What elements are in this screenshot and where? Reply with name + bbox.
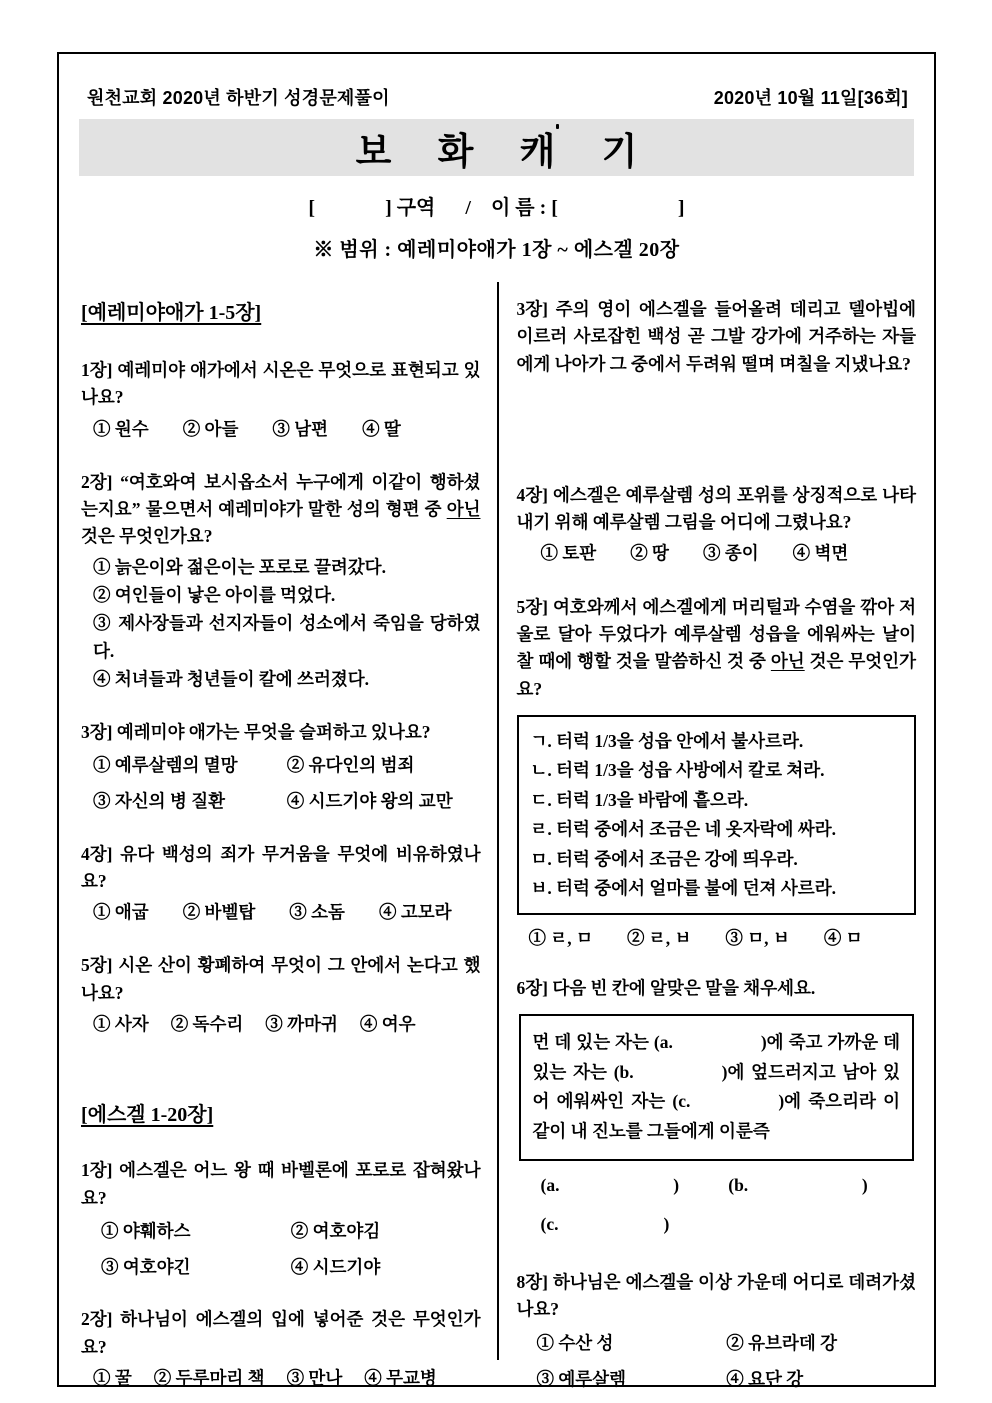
option-4: ④ ㅁ (823, 928, 863, 949)
options-lam-2 (81, 553, 481, 693)
box-item-3: ㄷ. 터럭 1/3을 바람에 흩으라. (530, 789, 749, 810)
question-text-tail: 것은 무엇인가요? (516, 651, 917, 699)
question-number: 3장] (81, 721, 113, 742)
option-3: ③ 까마귀 (265, 1014, 338, 1035)
option-4: ④ 요단 강 (726, 1368, 804, 1389)
answer-blank-a: (a. ) (540, 1174, 680, 1195)
option-4: ④ 무교병 (364, 1368, 437, 1389)
choices-box (517, 715, 917, 915)
option-1: ① 꿀 (93, 1368, 132, 1389)
underlined-word: 아닌 (770, 651, 805, 672)
question-eze-8 (517, 1269, 917, 1392)
option-1: ① 애굽 (93, 902, 149, 923)
option-1: ① 예루살렘의 멸망 (93, 755, 238, 776)
question-text: 유다 백성의 죄가 무거움을 무엇에 비유하였나요? (81, 843, 481, 891)
page-header (59, 84, 934, 110)
option-1: ① 사자 (93, 1014, 149, 1035)
scope-line: ※ 범위 : 예레미야애가 1장 ~ 에스겔 20장 (313, 239, 680, 261)
question-eze-2 (81, 1306, 481, 1392)
option-1: ① 원수 (93, 418, 149, 439)
option-4: ④ 시드기야 왕의 교만 (286, 791, 453, 812)
question-text: 예레미야 애가는 무엇을 슬퍼하고 있나요? (116, 721, 431, 742)
question-number: 1장] (81, 360, 113, 380)
options-eze-4 (517, 540, 917, 567)
option-3: ③ 소돔 (289, 902, 345, 923)
option-2: ② 아들 (182, 418, 239, 439)
box-item-2: ㄴ. 터럭 1/3을 성읍 사방에서 칼로 쳐라. (530, 760, 825, 781)
box-item-1: ㄱ. 터럭 1/3을 성읍 안에서 불사르라. (530, 730, 804, 751)
options-eze-8 (517, 1330, 917, 1393)
options-lam-4 (81, 899, 481, 926)
box-item-5: ㅁ. 터럭 중에서 조금은 강에 띄우라. (530, 848, 798, 869)
question-text: 예레미야 애가에서 시온은 무엇으로 표현되고 있나요? (81, 360, 481, 408)
question-number: 6장] (516, 977, 548, 998)
option-1: ① 늙은이와 젊은이는 포로로 끌려갔다. (93, 556, 386, 577)
option-3: ③ 예루살렘 (536, 1368, 626, 1389)
district-name-line: [ ] 구역 / 이 름 : [ ] (308, 197, 685, 219)
question-number: 3장] (516, 299, 548, 319)
options-eze-2 (81, 1365, 481, 1392)
question-text: 에스겔은 어느 왕 때 바벨론에 포로로 잡혀왔나요? (81, 1160, 481, 1208)
question-text: 다음 빈 칸에 알맞은 말을 채우세요. (552, 977, 816, 998)
question-number: 5장] (81, 955, 113, 976)
question-eze-6 (517, 975, 917, 1235)
option-4: ④ 벽면 (792, 543, 849, 564)
options-lam-1 (81, 416, 481, 443)
underlined-word: 아닌 (446, 499, 481, 520)
question-eze-1 (81, 1157, 481, 1280)
question-number: 4장] (81, 843, 113, 864)
question-number: 2장] (81, 471, 113, 492)
option-4: ④ 시드기야 (290, 1257, 381, 1278)
box-segment-2: )에 죽고 가까운 데 있는 자는 (b. (532, 1031, 900, 1082)
title-banner (79, 119, 914, 176)
option-2: ② 여인들이 낳은 아이를 먹었다. (93, 584, 336, 605)
question-text: 주의 영이 에스겔을 들어올려 데리고 델아빕에 이르러 사로잡힌 백성 곧 그발 강가에 거주하는 자들에게 나아가 그 중에서 두려워 떨며 며칠을 지냈나요? (516, 299, 917, 374)
scan-artifact-dot (556, 124, 559, 129)
question-number: 2장] (81, 1309, 113, 1330)
option-2: ② 유다인의 범죄 (286, 755, 415, 776)
option-3: ③ 자신의 병 질환 (93, 791, 226, 812)
option-3: ③ 여호야긴 (101, 1257, 191, 1278)
option-4: ④ 고모라 (378, 902, 452, 923)
option-3: ③ 남편 (272, 418, 329, 439)
option-3: ③ 제사장들과 선지자들이 성소에서 죽임을 당하였다. (93, 612, 481, 661)
question-text: 시온 산이 황폐하여 무엇이 그 안에서 논다고 했나요? (81, 955, 481, 1003)
worksheet-page (57, 52, 936, 1387)
options-eze-5 (517, 925, 917, 952)
question-text-tail: 것은 무엇인가요? (81, 526, 213, 547)
option-4: ④ 여우 (359, 1014, 416, 1035)
option-1: ① 수산 성 (536, 1332, 614, 1353)
option-2: ② 바벨탑 (182, 902, 256, 923)
question-eze-5 (517, 594, 917, 953)
option-2: ② 땅 (630, 543, 669, 564)
question-eze-3 (517, 296, 917, 456)
option-4: ④ 딸 (362, 418, 401, 439)
question-number: 8장] (516, 1271, 548, 1292)
box-item-4: ㄹ. 터럭 중에서 조금은 네 옷자락에 싸라. (530, 819, 836, 840)
option-2: ② ㄹ, ㅂ (626, 928, 692, 949)
question-lam-2 (81, 469, 481, 693)
option-3: ③ 만나 (286, 1368, 343, 1389)
question-lam-5 (81, 952, 481, 1038)
answer-blank-c: (c. ) (540, 1213, 670, 1234)
page-title: 보 화 캐 기 (355, 130, 656, 172)
question-text: 하나님이 에스겔의 입에 넣어준 것은 무엇인가요? (81, 1309, 481, 1357)
options-eze-1 (81, 1218, 481, 1281)
question-lam-4 (81, 841, 481, 927)
options-lam-5 (81, 1011, 481, 1038)
option-2: ② 유브라데 강 (726, 1332, 838, 1353)
question-lam-3 (81, 719, 481, 815)
section-lamentations: [예레미야애가 1-5장] (81, 302, 262, 324)
box-segment-1: 먼 데 있는 자는 (a. (532, 1031, 673, 1052)
box-segment-3: )에 엎드러지고 남아 있어 에워싸인 자는 (c. (532, 1061, 900, 1112)
section-ezekiel: [에스겔 1-20장] (81, 1104, 214, 1127)
question-text: 하나님은 에스겔을 이상 가운데 어디로 데려가셨나요? (516, 1271, 916, 1320)
question-number: 5장] (516, 596, 548, 617)
left-column (59, 282, 497, 1389)
option-3: ③ ㅁ, ㅂ (725, 928, 790, 949)
answer-blanks (517, 1175, 917, 1235)
option-2: ② 두루마리 책 (153, 1368, 265, 1389)
option-1: ① 토판 (540, 543, 597, 564)
question-text: “여호와여 보시옵소서 누구에게 이같이 행하셨는지요” 물으면서 예레미야가 말한 성의 형편 중 (81, 471, 481, 520)
box-item-6: ㅂ. 터럭 중에서 얼마를 불에 던져 사르라. (530, 877, 836, 898)
option-2: ② 여호야김 (290, 1220, 381, 1241)
right-column (497, 282, 935, 1389)
options-lam-3 (81, 752, 481, 815)
option-2: ② 독수리 (170, 1014, 244, 1035)
question-text: 여호와께서 에스겔에게 머리털과 수염을 깎아 저울로 달아 두었다가 예루살렘 성읍을 에워싸는 날이 찰 때에 행할 것을 말씀하신 것 중 (516, 596, 916, 672)
option-1: ① ㄹ, ㅁ (528, 928, 593, 949)
box-segment-4: )에 죽으리라 이같이 내 진노를 그들에게 이룬즉 (532, 1091, 900, 1142)
question-lam-1 (81, 357, 481, 443)
option-3: ③ 종이 (702, 543, 759, 564)
issue-date: 2020년 10월 11일[36회] (713, 88, 908, 108)
fill-in-box (519, 1014, 915, 1161)
question-number: 4장] (516, 484, 548, 505)
answer-blank-b: (b. ) (728, 1174, 868, 1195)
course-title: 원천교회 2020년 하반기 성경문제풀이 (87, 88, 390, 108)
handwriting-space (517, 378, 917, 456)
question-eze-4 (517, 482, 917, 568)
option-4: ④ 처녀들과 청년들이 칼에 쓰러졌다. (93, 668, 370, 689)
question-columns (59, 282, 934, 1389)
option-1: ① 야훼하스 (101, 1220, 191, 1241)
question-text: 에스겔은 예루살렘 성의 포위를 상징적으로 나타내기 위해 예루살렘 그림을 어디에 그렸나요? (516, 484, 916, 533)
question-number: 1장] (81, 1160, 113, 1181)
